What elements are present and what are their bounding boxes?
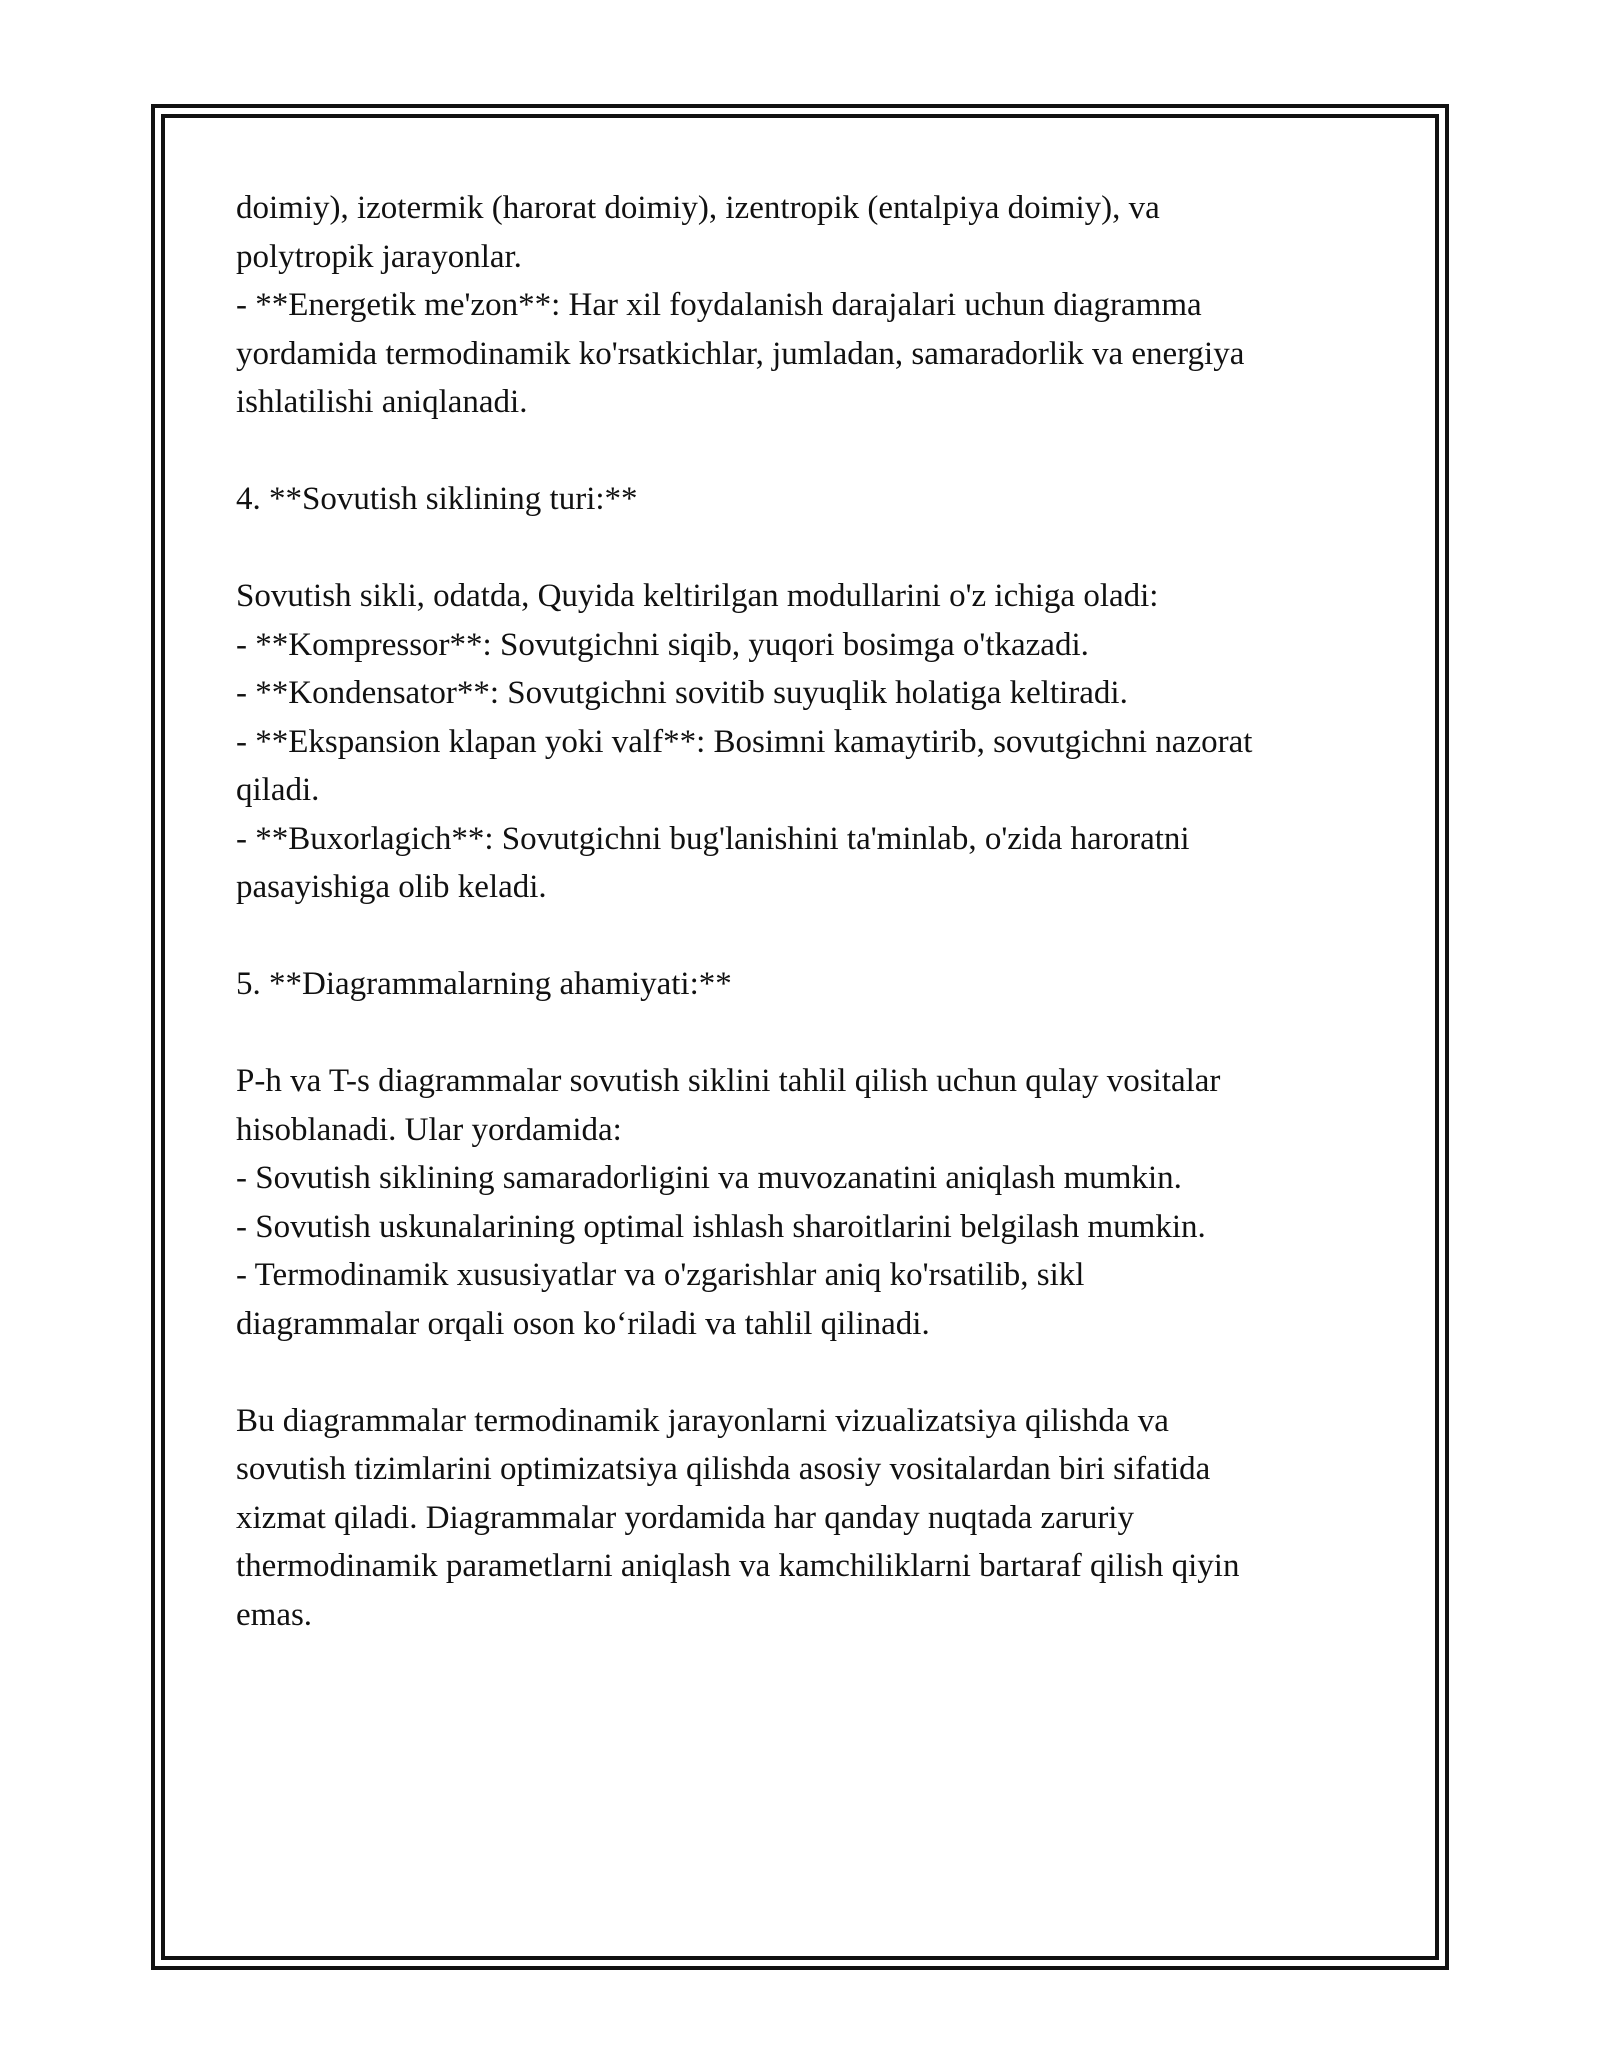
text-line: - Sovutish uskunalarining optimal ishlash sharoitlarini belgilash mumkin. [236, 1208, 1206, 1245]
text-line: yordamida termodinamik ko'rsatkichlar, jumladan, samaradorlik va energiya [236, 335, 1245, 372]
blank-line [236, 1348, 1376, 1397]
text-line: - Termodinamik xususiyatlar va o'zgarishlar aniq ko'rsatilib, sikl [236, 1257, 1085, 1293]
text-line: P-h va T-s diagrammalar sovutish siklini tahlil qilish uchun qulay vositalar [236, 1063, 1221, 1099]
blank-line [236, 524, 1376, 573]
text-line: emas. [236, 1596, 313, 1633]
text-line: - **Buxorlagich**: Sovutgichni bug'lanishini ta'minlab, o'zida haroratni [236, 820, 1190, 857]
text-line: - **Energetik me'zon**: Har xil foydalanish darajalari uchun diagramma [236, 287, 1202, 323]
blank-line [236, 427, 1376, 476]
text-line: diagrammalar orqali oson ko‘riladi va tahlil qilinadi. [236, 1305, 930, 1342]
text-line: doimiy), izotermik (harorat doimiy), izentropik (entalpiya doimiy), va [236, 190, 1160, 226]
text-line: sovutish tizimlarini optimizatsiya qilishda asosiy vositalardan biri sifatida [236, 1451, 1211, 1487]
text-line: Sovutish sikli, odatda, Quyida keltirilgan modullarini o'z ichiga oladi: [236, 578, 1159, 614]
text-line: - **Ekspansion klapan yoki valf**: Bosimni kamaytirib, sovutgichni nazorat [236, 723, 1253, 760]
blank-line [236, 912, 1376, 961]
text-line: - **Kondensator**: Sovutgichni sovitib suyuqlik holatiga keltiradi. [236, 675, 1128, 711]
document-body [236, 184, 1376, 1639]
text-line: xizmat qiladi. Diagrammalar yordamida har qanday nuqtada zaruriy [236, 1499, 1134, 1536]
text-line: - Sovutish siklining samaradorligini va muvozanatini aniqlash mumkin. [236, 1160, 1182, 1196]
text-line: qiladi. [236, 772, 320, 808]
text-line: thermodinamik parametlarni aniqlash va kamchiliklarni bartaraf qilish qiyin [236, 1548, 1240, 1584]
text-line: 5. **Diagrammalarning ahamiyati:** [236, 966, 732, 1002]
text-line: ishlatilishi aniqlanadi. [236, 384, 528, 420]
text-line: polytropik jarayonlar. [236, 238, 522, 275]
text-line: - **Kompressor**: Sovutgichni siqib, yuqori bosimga o'tkazadi. [236, 626, 1089, 663]
text-line: 4. **Sovutish siklining turi:** [236, 481, 638, 517]
text-line: pasayishiga olib keladi. [236, 869, 547, 905]
text-line: hisoblanadi. Ular yordamida: [236, 1111, 622, 1148]
blank-line [236, 1009, 1376, 1058]
text-line: Bu diagrammalar termodinamik jarayonlarni vizualizatsiya qilishda va [236, 1402, 1169, 1439]
